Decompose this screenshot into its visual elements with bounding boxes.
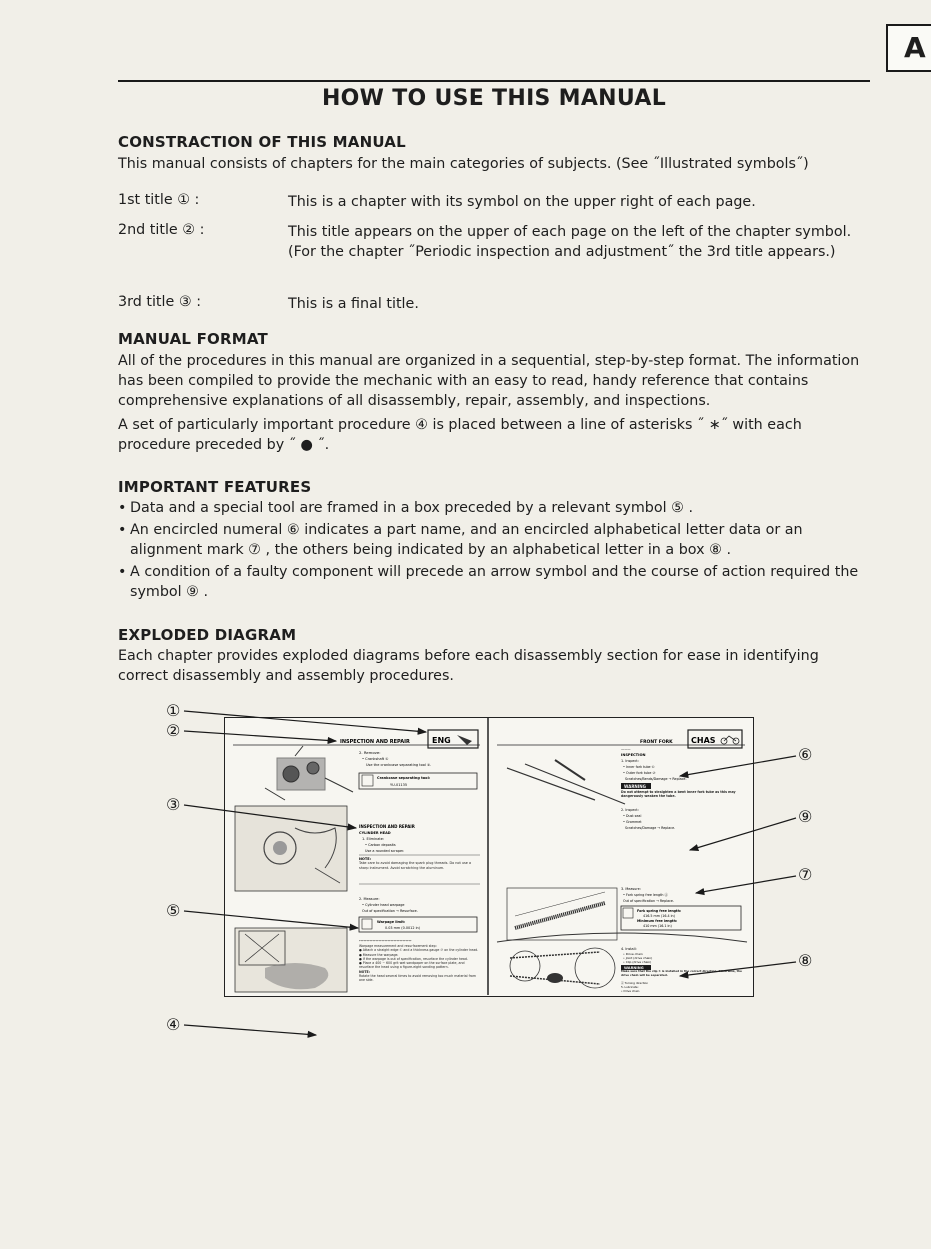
tool-number: YU-01135 [390,783,408,787]
third-title-text: This is a final title. [288,296,419,312]
right-inspect2: 2. Inspect: [621,808,639,812]
top-rule [118,80,870,82]
warning-wrapper [621,790,743,806]
feature-text-1: Data and a special tool are framed in a box preceded by a relevant symbol ⑤ . [130,500,694,516]
warning-label: WARNING [624,784,646,789]
callout-1: ① [166,701,181,720]
left-header-title: INSPECTION AND REPAIR [340,739,410,745]
second-title-text: This title appears on the upper of each page on the left of the chapter symbol. (For the chapter ˝Periodic inspection and adjustment˝ the 3rd title appears.) [288,224,852,260]
right-chapter-symbol: CHAS [691,736,716,745]
right-measure-item: • Fork spring free length Ⓐ [623,893,668,897]
callout-6: ⑥ [798,745,813,764]
feature-bullet: • A condition of a faulty component will precede an arrow symbol and the course of action required the symbol ⑨ . [118,562,870,602]
feature-text-3: A condition of a faulty component will precede an arrow symbol and the course of action required the symbol ⑨ . [130,564,859,600]
warning-label-2: WARNING [624,966,644,970]
procedure-step: ● If the warpage is out of specification, resurface the cylinder head. [359,956,468,961]
right-header-title: FRONT FORK [640,740,673,745]
right-spec-label: Fork spring free length: [637,909,682,913]
left-third-sub: CYLINDER HEAD [359,831,391,835]
right-install: 4. Install: [621,947,637,951]
right-spec-value: 416.5 mm (16.4 in) [643,914,675,918]
first-title-text: This is a chapter with its symbol on the upper right of each page. [288,194,756,210]
warning-text: Do not attempt to straighten a bent inner fork tube as this may dangerously weaken the tube. [621,790,736,799]
callout-4: ④ [166,1015,181,1034]
left-measure-result: Out of specification → Resurface. [362,909,418,913]
left-chapter-symbol: ENG [432,736,451,745]
left-note-label: NOTE: [359,857,372,861]
third-title-label: 3rd title ③ : [118,294,202,310]
procedure-wrapper [359,944,479,994]
right-spec-icon [623,908,633,918]
cylinder-head-illustration [235,806,347,891]
right-section: INSPECTION [621,753,646,757]
left-step-remove: 2. Remove: [359,750,381,755]
fork-tubes-illustration [507,760,625,804]
left-eliminate: 1. Eliminate: [362,837,385,841]
right-measure: 3. Measure: [621,887,641,891]
callout-9: ⑨ [798,807,813,826]
spec-value: 0.03 mm (0.0012 in) [385,926,420,930]
left-measure-item: • Cylinder head warpage [362,903,405,907]
right-lubricate: 5. Lubricate: [621,985,639,989]
procedure-step: ● Attach a straight edge ① and a thickness gauge ② on the cylinder head. [359,948,479,953]
feature-text-2: An encircled numeral ⑥ indicates a part name, and an encircled alphabetical letter data or an alignment mark ⑦ , the others being indicated by an alphabetical letter in a box ⑧ . [130,522,803,558]
feature-bullet: • Data and a special tool are framed in a box preceded by a relevant symbol ⑤ . [118,500,694,516]
tool-icon [362,775,373,786]
spec-label: Warpage limit: [377,920,406,924]
exploded-heading: EXPLODED DIAGRAM [118,626,297,644]
right-inspect2-result: Scratches/Damage → Replace. [625,826,676,830]
callout-2: ② [166,721,181,740]
feature-bullet: • An encircled numeral ⑥ indicates a part name, and an encircled alphabetical letter data or an alignment mark ⑦ , the others being indicated by an alphabetical letter in a box ⑧ . [118,520,870,560]
fork-spring-illustration [507,888,617,940]
left-step-remove-item: • Crankshaft ① [362,757,389,761]
sample-pages-diagram [224,717,754,997]
first-title-label: 1st title ① : [118,192,200,208]
right-inspect1-item: • Inner fork tube ① [623,765,655,769]
right-spec-min-label: Minimum free length: [637,919,678,923]
crankshaft-illustration [265,746,353,800]
procedure-intro: Warpage measurement and resurfacement step: [359,944,437,948]
left-note-text: Take care to avoid damaging the spark plug threads. Do not use a sharp instrument. Avoid scratching the aluminum. [359,861,472,870]
right-install-item: • Joint (drive chain) [623,956,653,960]
construction-heading: CONSTRACTION OF THIS MANUAL [118,133,406,151]
callout-8: ⑧ [798,951,813,970]
features-heading: IMPORTANT FEATURES [118,478,312,496]
right-install-item: • Drive chain [623,952,643,956]
warning2-text: Make sure that the clip ① is installed in the correct direction. Otherwise, the drive chain will be separated. [621,970,742,977]
format-heading: MANUAL FORMAT [118,330,268,348]
right-lubricate-item: • Drive chain [621,989,640,993]
procedure-block [359,944,479,983]
procedure-note-label: NOTE: [359,969,371,974]
exploded-text: Each chapter provides exploded diagrams before each disassembly section for ease in identifying correct disassembly and assembly procedures. [118,648,819,684]
callout-3: ③ [166,795,181,814]
chapter-tab: A [886,24,931,72]
asterisk-line-top: *********************************** [359,939,412,943]
motorcycle-icon [721,736,739,744]
left-third-title: INSPECTION AND REPAIR [359,824,415,829]
left-step-remove-note: Use the crankcase separating tool ②. [366,763,432,767]
right-inspect2-item: • Dust seal [623,814,642,818]
procedure-step: ● Place a 400 ~ 600 grit wet sandpaper on the surface plate, and resurface the head using a figure-eight sanding pattern. [359,961,465,970]
tool-name: Crankcase separating tool: [377,776,431,780]
right-turning: Ⓐ Turning direction [621,981,649,985]
format-procedure-note: A set of particularly important procedure ④ is placed between a line of asterisks ˝ ∗˝ with each procedure preceded by ˝ ● ˝. [118,417,802,453]
wrench-icon [457,735,472,745]
left-note-wrapper [359,861,479,883]
page-title: HOW TO USE THIS MANUAL [321,86,667,111]
construction-intro: This manual consists of chapters for the main categories of subjects. (See ˝Illustrated symbols˝) [118,156,809,172]
right-spec-min-value: 410 mm (16.1 in) [643,924,672,928]
format-paragraph: All of the procedures in this manual are organized in a sequential, step-by-step format. The information has been compiled to provide the mechanic with an easy to read, handy reference that contains comprehensive explanations of all disassembly, repair, assembly, and inspections. [118,353,860,409]
right-inspect1-result: Scratches/Bends/Damage → Replace. [625,777,687,781]
callout-5: ⑤ [166,901,181,920]
sample-pages-svg [225,718,752,995]
right-inspect2-item: • Grommet [623,820,642,824]
dash-line: ——— [621,747,631,751]
right-inspect1-item: • Outer fork tube ② [623,771,656,775]
warpage-illustration [235,928,347,992]
procedure-step: ● Measure the warpage. [359,952,399,957]
right-install-item: • Clip (drive chain) [623,960,652,964]
left-eliminate-item: • Carbon deposits [365,843,396,847]
procedure-note: Rotate the head several times to avoid removing too much material from one side. [359,974,476,983]
left-measure: 2. Measure: [359,897,380,901]
right-inspect1: 1. Inspect: [621,759,639,763]
right-measure-result: Out of specification → Replace. [623,899,674,903]
callout-7: ⑦ [798,865,813,884]
spec-icon [362,919,372,929]
second-title-label: 2nd title ② : [118,222,205,238]
left-eliminate-note: Use a rounded scraper. [365,849,405,853]
